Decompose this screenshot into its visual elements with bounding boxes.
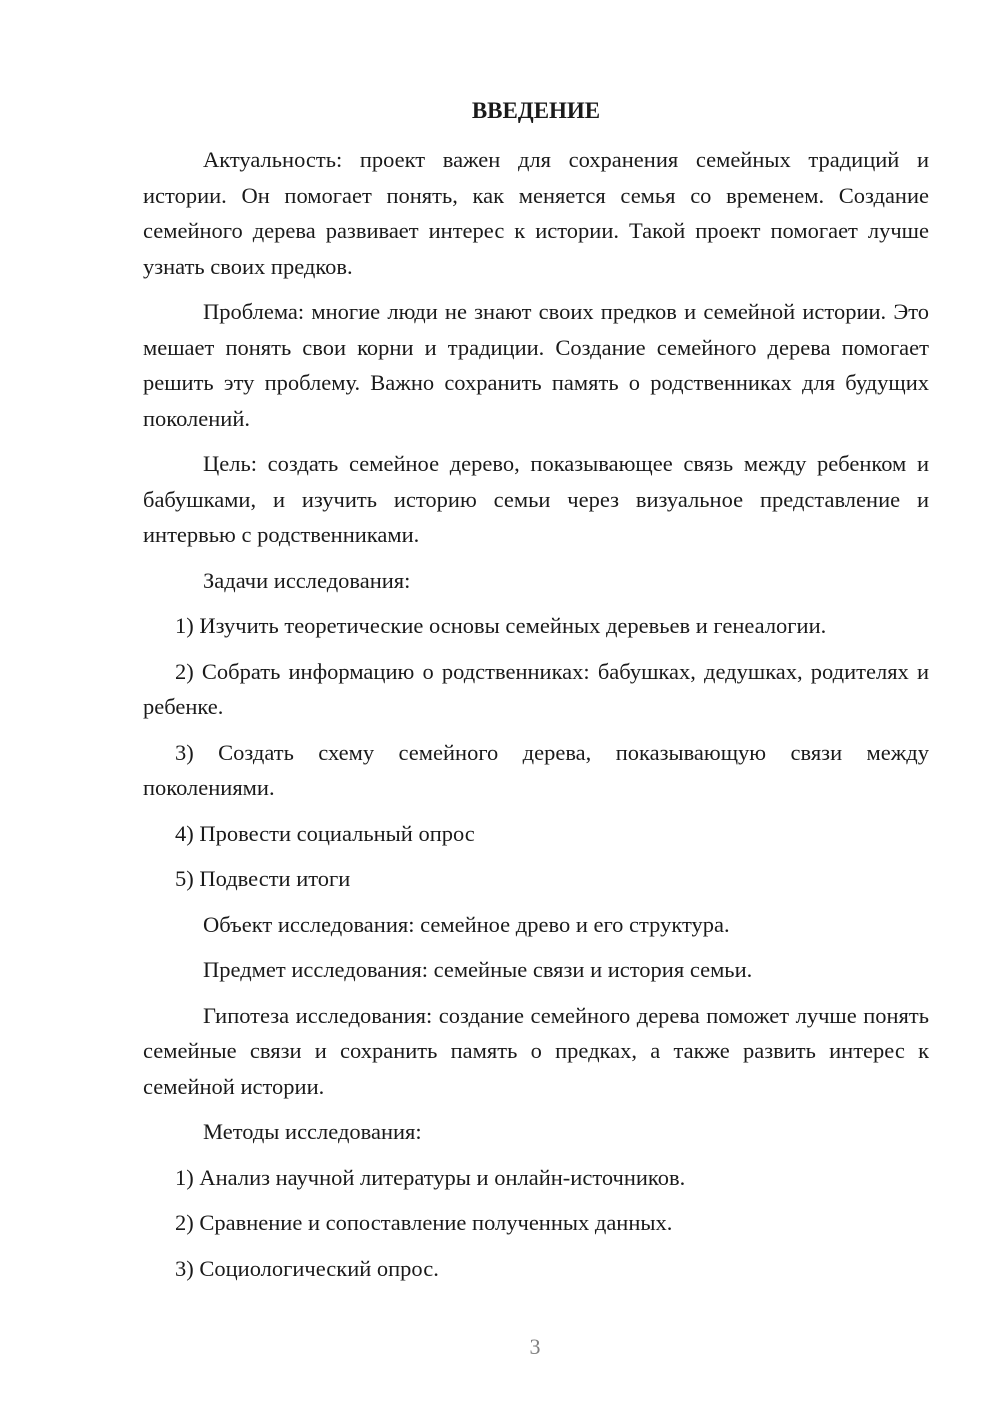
page-number: 3 <box>529 1334 541 1359</box>
paragraph-hypothesis: Гипотеза исследования: создание семейного дерева поможет лучше понять семейные связи и сохранить память о предках, а также развить интерес к семейной истории. <box>143 1002 929 1099</box>
paragraph-problem: Проблема: многие люди не знают своих предков и семейной истории. Это мешает понять свои корни и традиции. Создание семейного дерева помогает решить эту проблему. Важно сохранить память о родственниках для будущих поколений. <box>143 299 929 431</box>
paragraph-subject: Предмет исследования: семейные связи и история семьи. <box>203 957 753 982</box>
paragraph-tasks-heading: Задачи исследования: <box>203 567 411 593</box>
method-item-2: 2) Сравнение и сопоставление полученных данных. <box>175 1210 673 1235</box>
method-item-1: 1) Анализ научной литературы и онлайн-источников. <box>175 1164 686 1190</box>
task-item-5: 5) Подвести итоги <box>175 866 351 891</box>
paragraph-goal: Цель: создать семейное дерево, показывающее связь между ребенком и бабушками, и изучить историю семьи через визуальное представление и интервью с родственниками. <box>143 451 929 547</box>
section-title: ВВЕДЕНИЕ <box>471 98 601 123</box>
method-item-3: 3) Социологический опрос. <box>175 1255 439 1281</box>
paragraph-relevance: Актуальность: проект важен для сохранения семейных традиций и истории. Он помогает понять, как меняется семья со временем. Создание семейного дерева развивает интерес к истории. Такой проект помогает лучше узнать своих предков. <box>143 147 929 279</box>
paragraph-object: Объект исследования: семейное древо и его структура. <box>203 911 730 937</box>
document-body <box>143 142 929 1296</box>
task-item-3: 3) Создать схему семейного дерева, показывающую связи между поколениями. <box>143 739 929 800</box>
task-item-2: 2) Собрать информацию о родственниках: бабушках, дедушках, родителях и ребенке. <box>143 658 929 719</box>
paragraph-methods-heading: Методы исследования: <box>203 1119 422 1144</box>
task-item-4: 4) Провести социальный опрос <box>175 820 475 846</box>
task-item-1: 1) Изучить теоретические основы семейных деревьев и генеалогии. <box>175 613 827 638</box>
